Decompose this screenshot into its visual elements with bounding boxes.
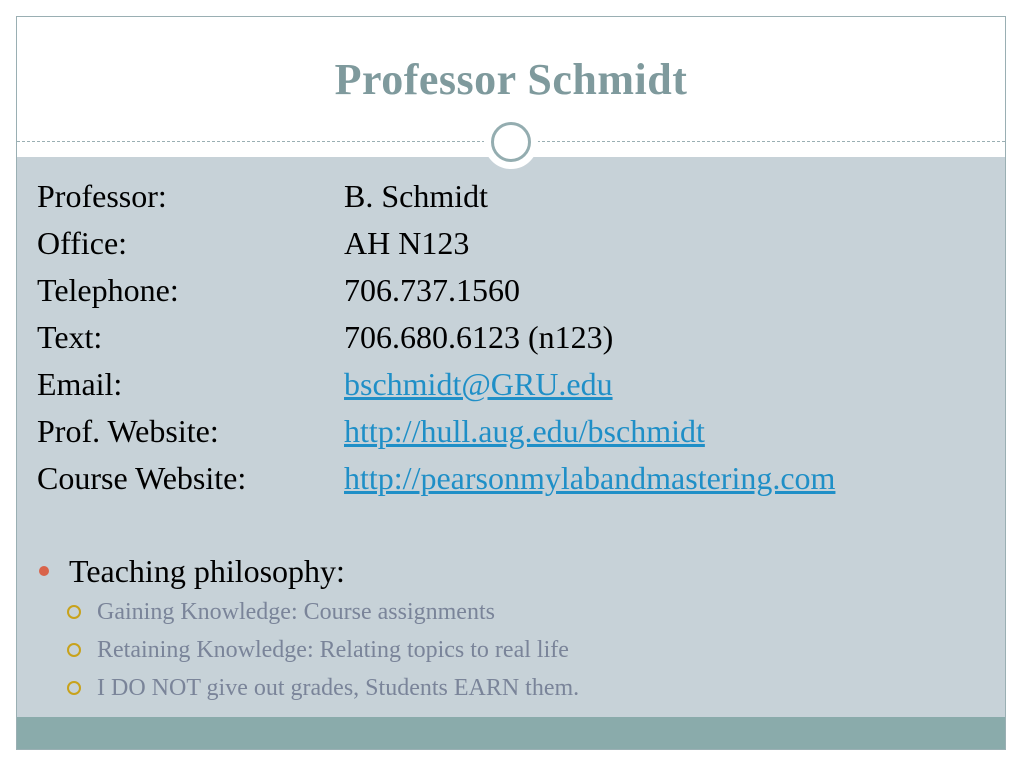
course-website-link[interactable]: http://pearsonmylabandmastering.com [344, 460, 836, 496]
info-value: 706.680.6123 (n123) [344, 319, 614, 355]
info-value: B. Schmidt [344, 178, 489, 214]
info-row-office [37, 224, 835, 271]
email-link[interactable]: bschmidt@GRU.edu [344, 366, 613, 402]
ring-bullet-icon [67, 605, 81, 619]
info-label: Text: [37, 319, 103, 355]
philosophy-heading-item [37, 551, 579, 591]
footer-band [17, 717, 1005, 750]
slide-title: Professor Schmidt [334, 55, 688, 104]
info-value: AH N123 [344, 225, 470, 261]
contact-info-table [37, 177, 835, 506]
info-label: Email: [37, 366, 123, 402]
info-label: Telephone: [37, 272, 179, 308]
ring-bullet-icon [67, 643, 81, 657]
slide [16, 16, 1006, 750]
list-item-text: Retaining Knowledge: Relating topics to real life [97, 636, 569, 663]
list-item [67, 669, 579, 707]
list-item-text: Gaining Knowledge: Course assignments [97, 598, 495, 625]
info-label: Professor: [37, 178, 167, 214]
philosophy-list [37, 593, 579, 707]
info-row-text [37, 318, 835, 365]
info-row-prof-website [37, 412, 835, 459]
info-row-course-website [37, 459, 835, 506]
list-item [67, 593, 579, 631]
circle-ornament-icon [484, 115, 538, 169]
info-row-email [37, 365, 835, 412]
ring-bullet-icon [67, 681, 81, 695]
bullet-dot-icon [39, 566, 49, 576]
list-item [67, 631, 579, 669]
ornament-ring [491, 122, 531, 162]
info-row-professor [37, 177, 835, 224]
info-label: Office: [37, 225, 128, 261]
info-value: 706.737.1560 [344, 272, 520, 308]
info-label: Prof. Website: [37, 413, 219, 449]
philosophy-heading: Teaching philosophy: [69, 553, 345, 589]
info-row-telephone [37, 271, 835, 318]
prof-website-link[interactable]: http://hull.aug.edu/bschmidt [344, 413, 705, 449]
philosophy-section [37, 551, 579, 707]
list-item-text: I DO NOT give out grades, Students EARN them. [97, 674, 580, 701]
info-label: Course Website: [37, 460, 247, 496]
